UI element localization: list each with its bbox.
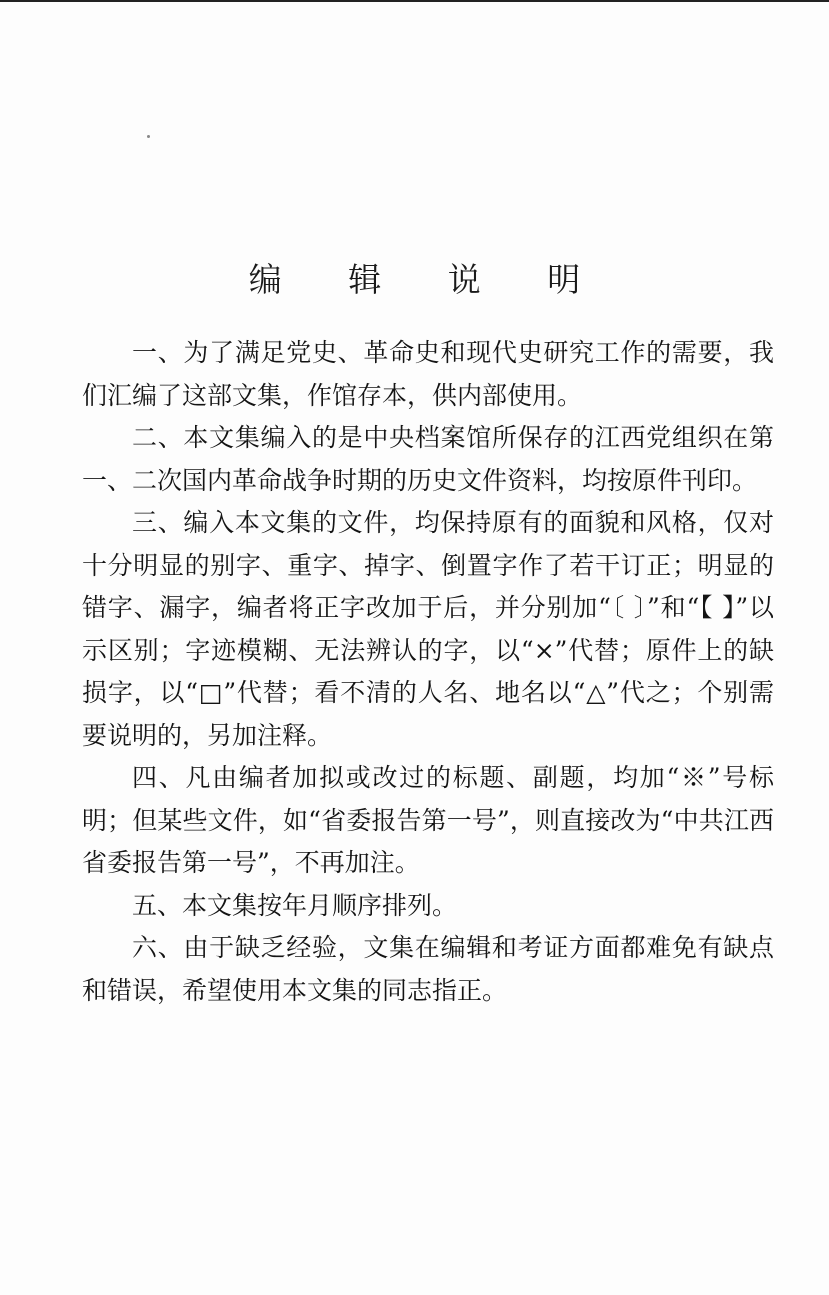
note-paragraph-1: 一、为了满足党史、革命史和现代史研究工作的需要，我们汇编了这部文集，作馆存本，供内部使用。 (82, 338, 774, 410)
note-paragraph-3: 三、编入本文集的文件，均保持原有的面貌和风格，仅对十分明显的别字、重字、掉字、倒置字作了若干订正；明显的错字、漏字，编者将正字改加于后，并分别加“〔 〕”和“【 】”以示区别；字迹模糊、无法辨认的字，以“×”代替；原件上的缺损字，以“□”代替；看不清的人名、地名以“△”代之；个别需要说明的，另加注释。 (82, 508, 774, 750)
note-paragraph-4: 四、凡由编者加拟或改过的标题、副题，均加“※”号标明；但某些文件，如“省委报告第一号”，则直接改为“中共江西省委报告第一号”，不再加注。 (82, 763, 774, 877)
note-paragraph-6: 六、由于缺乏经验，文集在编辑和考证方面都难免有缺点和错误，希望使用本文集的同志指正。 (82, 933, 774, 1005)
note-paragraph-5: 五、本文集按年月顺序排列。 (132, 890, 458, 920)
editorial-notes-body (82, 332, 774, 1012)
note-paragraph-2: 二、本文集编入的是中央档案馆所保存的江西党组织在第一、二次国内革命战争时期的历史文件资料，均按原件刊印。 (82, 423, 774, 495)
page-title: 编 辑 说 明 (248, 260, 609, 299)
scan-speck (147, 135, 150, 138)
